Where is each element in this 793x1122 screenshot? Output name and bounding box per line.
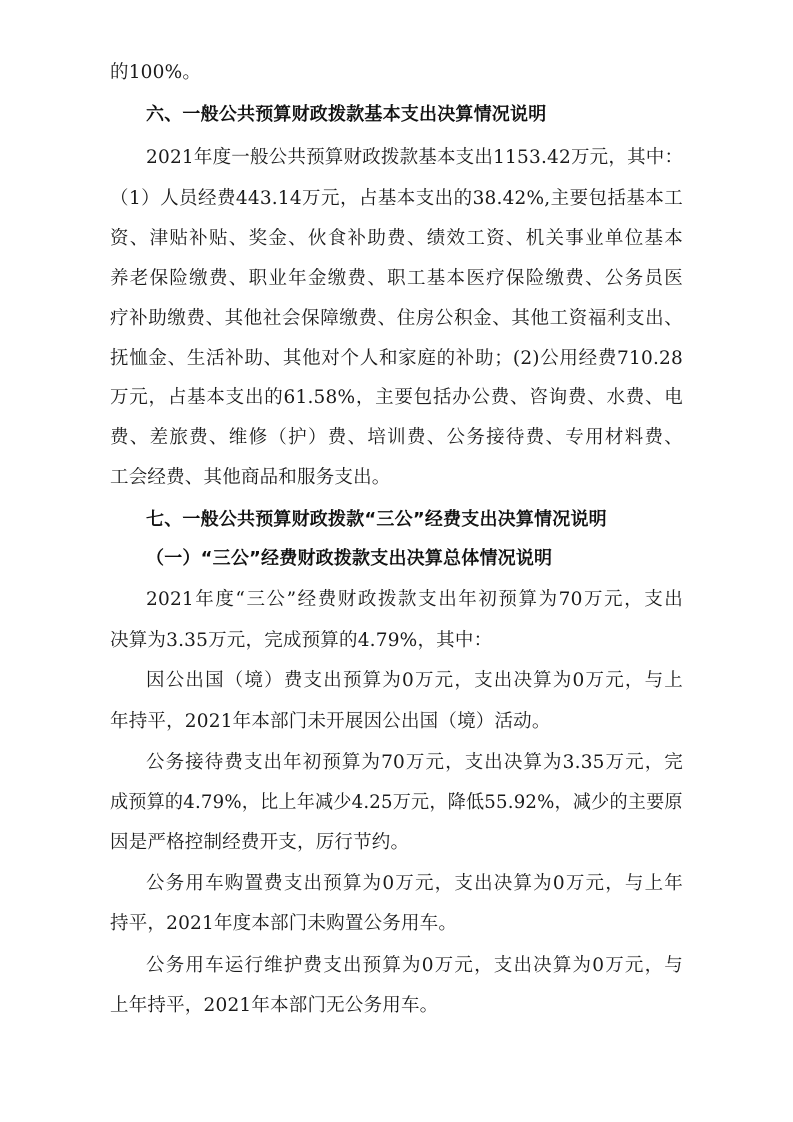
paragraph-line: （1）人员经费443.14万元，占基本支出的38.42%,主要包括基本工 [110, 188, 683, 209]
paragraph-line: 持平，2021年度本部门未购置公务用车。 [110, 913, 458, 934]
paragraph-line: 公务接待费支出年初预算为70万元，支出决算为3.35万元，完 [146, 752, 683, 773]
paragraph-line: 疗补助缴费、其他社会保障缴费、住房公积金、其他工资福利支出、 [110, 308, 683, 329]
paragraph-line: 的100%。 [110, 62, 202, 83]
paragraph-line: 资、津贴补贴、奖金、伙食补助费、绩效工资、机关事业单位基本 [110, 228, 683, 249]
paragraph-line: 费、差旅费、维修（护）费、培训费、公务接待费、专用材料费、 [110, 427, 683, 448]
paragraph-line: 2021年度“三公”经费财政拨款支出年初预算为70万元，支出 [146, 589, 683, 610]
paragraph-line: 工会经费、其他商品和服务支出。 [110, 467, 391, 488]
paragraph-line: 成预算的4.79%，比上年减少4.25万元，降低55.92%，减少的主要原 [110, 792, 683, 813]
paragraph-line: 万元，占基本支出的61.58%，主要包括办公费、咨询费、水费、电 [110, 387, 683, 408]
paragraph-line: 养老保险缴费、职业年金缴费、职工基本医疗保险缴费、公务员医 [110, 268, 683, 289]
paragraph-line: 公务用车运行维护费支出预算为0万元，支出决算为0万元，与 [146, 955, 683, 976]
section-heading-7: 七、一般公共预算财政拨款“三公”经费支出决算情况说明 [146, 509, 607, 530]
paragraph-line: 上年持平，2021年本部门无公务用车。 [110, 995, 439, 1016]
section-heading-6: 六、一般公共预算财政拨款基本支出决算情况说明 [146, 104, 547, 125]
paragraph-line: 2021年度一般公共预算财政拨款基本支出1153.42万元，其中： [146, 147, 684, 168]
subsection-heading-1: （一）“三公”经费财政拨款支出决算总体情况说明 [146, 548, 553, 569]
paragraph-line: 决算为3.35万元，完成预算的4.79%，其中： [110, 630, 493, 651]
paragraph-line: 因公出国（境）费支出预算为0万元，支出决算为0万元，与上 [146, 670, 683, 691]
paragraph-line: 因是严格控制经费开支，厉行节约。 [110, 832, 410, 853]
paragraph-line: 公务用车购置费支出预算为0万元，支出决算为0万元，与上年 [146, 873, 683, 894]
paragraph-line: 年持平，2021年本部门未开展因公出国（境）活动。 [110, 711, 551, 732]
paragraph-line: 抚恤金、生活补助、其他对个人和家庭的补助；(2)公用经费710.28 [110, 348, 683, 369]
